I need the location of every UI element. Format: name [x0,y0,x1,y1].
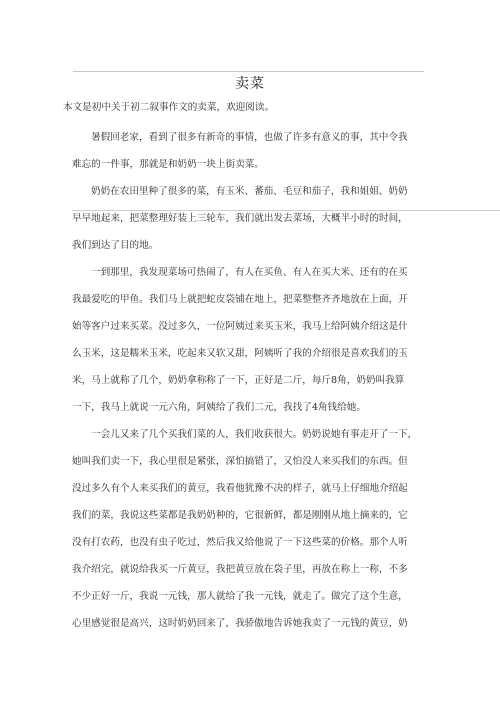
divider-line [72,210,500,211]
paragraph-line: 我介绍完，就说给我买一斤黄豆，我把黄豆放在袋子里，再放在称上一称，不多 [72,564,408,575]
paragraph-line: 难忘的一件事，那就是和奶奶一块上街卖菜。 [72,159,264,170]
paragraph-line: 早早地起来，把菜整理好装上三轮车，我们就出发去菜场，大概半小时的时间， [72,213,408,224]
paragraph-line: 始等客户过来买菜。没过多久，一位阿姨过来买玉米，我马上给阿姨介绍这是什 [72,321,408,332]
paragraph-line: 她叫我们卖一下，我心里很是紧张，深怕搞错了，又怕没人来买我们的东西。但 [72,456,408,467]
paragraph-line: 我最爱吃的甲鱼。我们马上就把蛇皮袋铺在地上，把菜整整齐齐地放在上面，开 [72,294,408,305]
paragraph-line: 一会儿又来了几个买我们菜的人，我们收获很大。奶奶说她有事走开了一下， [91,429,418,440]
paragraph-line: 我们到达了目的地。 [72,240,159,251]
paragraph-line: 么玉米，这是糯米玉米，吃起来又软又甜，阿姨听了我的介绍很是喜欢我们的玉 [72,348,408,359]
paragraph-line: 不少正好一斤，我说一元钱，那人就给了我一元钱，就走了。做完了这个生意， [72,591,408,602]
paragraph-line: 我们的菜，我说这些菜都是我奶奶种的，它很新鲜，都是刚刚从地上摘来的，它 [72,510,408,521]
paragraph-line: 一下，我马上就说一元六角，阿姨给了我们二元，我找了4角钱给她。 [72,402,366,413]
paragraph-line: 本文是初中关于初二叙事作文的卖菜，欢迎阅读。 [63,102,275,113]
document-title: 卖菜 [235,76,265,92]
paragraph-line: 心里感觉很是高兴，这时奶奶回来了，我骄傲地告诉她我卖了一元钱的黄豆，奶 [72,618,408,629]
paragraph-line: 暑假回老家，看到了很多有新奇的事情，也做了许多有意义的事，其中令我 [91,132,408,143]
header-rule [73,71,424,72]
paragraph-line: 米，马上就称了几个，奶奶拿称称了一下，正好是二斤，每斤8角，奶奶叫我算 [72,375,405,386]
paragraph-line: 奶奶在农田里种了很多的菜，有玉米、蕃茄、毛豆和茄子，我和姐姐、奶奶 [91,186,408,197]
paragraph-line: 没有打农药，也没有虫子吃过，然后我又给他说了一下这些菜的价格。那个人听 [72,537,408,548]
paragraph-line: 一到那里，我发现菜场可热闹了，有人在买鱼、有人在买大米、还有的在买 [91,267,408,278]
paragraph-line: 没过多久有个人来买我们的黄豆，我看他犹豫不决的样子，就马上仔细地介绍起 [72,483,408,494]
